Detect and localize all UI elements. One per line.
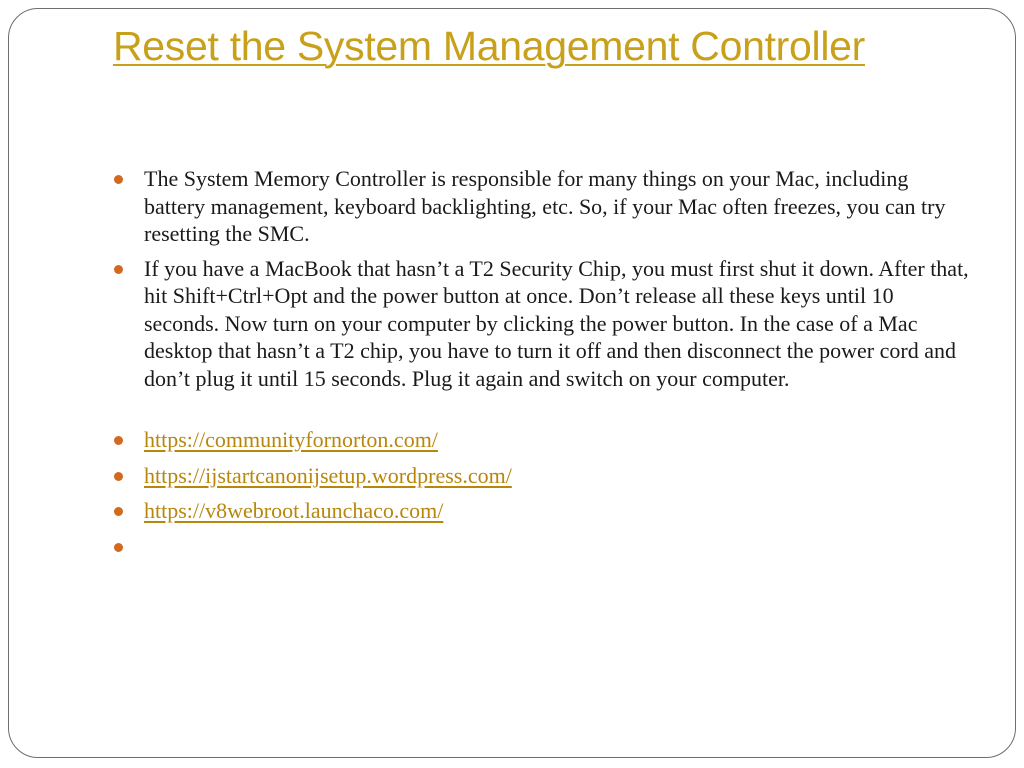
bullet-icon <box>114 543 123 552</box>
bullet-icon <box>114 472 123 481</box>
bullet-list <box>114 165 974 568</box>
bullet-link-canon <box>114 462 974 490</box>
link-v8webroot[interactable]: https://v8webroot.launchaco.com/ <box>144 498 444 523</box>
link-ijstartcanonijsetup[interactable]: https://ijstartcanonijsetup.wordpress.com/ <box>144 462 512 488</box>
link-communityfornorton[interactable]: https://communityfornorton.com/ <box>144 427 438 452</box>
bullet-paragraph-smc-steps <box>114 255 974 393</box>
bullet-paragraph-smc-intro <box>114 165 974 248</box>
bullet-icon <box>114 507 123 516</box>
bullet-empty <box>114 533 974 561</box>
paragraph-text: The System Memory Controller is responsible for many things on your Mac, including battery management, keyboard backlighting, etc. So, if your Mac often freezes, you can try resetting the SMC. <box>144 166 946 246</box>
empty-bullet-text <box>144 534 150 559</box>
bullet-icon <box>114 265 123 274</box>
bullet-link-webroot <box>114 497 974 525</box>
bullet-icon <box>114 436 123 445</box>
slide-title: Reset the System Management Controller <box>113 23 866 69</box>
bullet-link-norton <box>114 426 974 454</box>
paragraph-text: If you have a MacBook that hasn’t a T2 Security Chip, you must first shut it down. After that, hit Shift+Ctrl+Opt and the power button at once. Don’t release all these keys until 10 seconds. Now turn on your computer by clicking the power button. In the case of a Mac desktop that hasn’t a T2 chip, you have to turn it off and then disconnect the power cord and don’t plug it until 15 seconds. Plug it again and switch on your computer. <box>144 255 969 391</box>
bullet-icon <box>114 175 123 184</box>
